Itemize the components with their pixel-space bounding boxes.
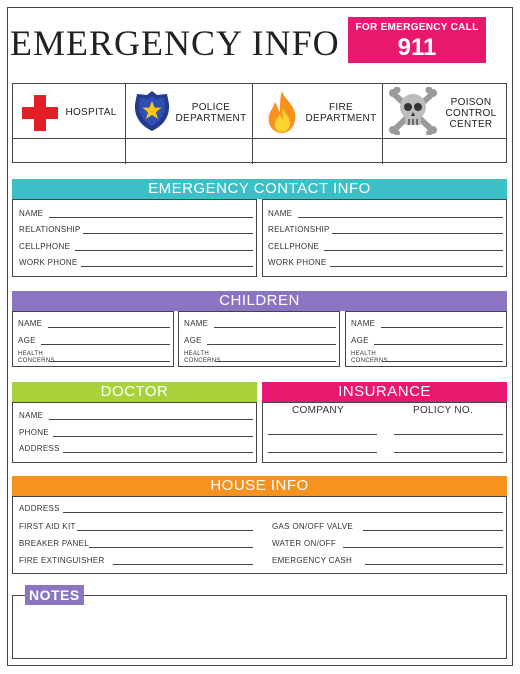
- fire-icon: [263, 89, 301, 135]
- child-age-line[interactable]: [41, 344, 170, 345]
- field-label: ADDRESS: [19, 444, 60, 453]
- service-fire: [253, 84, 383, 138]
- company-column-header: COMPANY: [292, 405, 344, 416]
- police-write-in[interactable]: [126, 139, 253, 164]
- section-header: EMERGENCY CONTACT INFO: [12, 179, 507, 199]
- service-poison-control: [383, 84, 508, 138]
- field-label: GAS ON/OFF VALVE: [272, 522, 353, 531]
- section-header: DOCTOR: [12, 382, 257, 402]
- house-address-line[interactable]: [63, 512, 503, 513]
- field-label: NAME: [268, 209, 293, 218]
- insurance-section: [262, 382, 507, 463]
- section-header: INSURANCE: [262, 382, 507, 402]
- emergency-call-badge: [348, 17, 486, 63]
- service-label: HOSPITAL: [65, 107, 117, 118]
- field-label: NAME: [19, 209, 44, 218]
- name-line[interactable]: [49, 217, 253, 218]
- child-name-line[interactable]: [381, 327, 503, 328]
- emergency-call-label: FOR EMERGENCY CALL: [355, 22, 479, 33]
- emergency-number: 911: [397, 34, 437, 61]
- service-label: POLICE DEPARTMENT: [175, 102, 247, 124]
- service-label: POISON CONTROL CENTER: [445, 97, 497, 130]
- relationship-line[interactable]: [332, 233, 503, 234]
- doctor-phone-line[interactable]: [53, 436, 253, 437]
- child-health-line[interactable]: [215, 361, 336, 362]
- child-health-line[interactable]: [382, 361, 503, 362]
- notes-label: NOTES: [25, 585, 84, 605]
- field-label: AGE: [184, 336, 202, 345]
- doctor-section: [12, 382, 257, 463]
- child-health-line[interactable]: [49, 361, 170, 362]
- fire-write-in[interactable]: [253, 139, 383, 164]
- hospital-write-in[interactable]: [13, 139, 126, 164]
- work-phone-line[interactable]: [81, 266, 253, 267]
- insurance-card: [262, 402, 507, 463]
- cellphone-line[interactable]: [75, 250, 253, 251]
- name-line[interactable]: [298, 217, 503, 218]
- company-line-1[interactable]: [268, 434, 377, 435]
- child-age-line[interactable]: [374, 344, 503, 345]
- service-hospital: [13, 84, 126, 138]
- doctor-card: [12, 402, 257, 463]
- field-label: BREAKER PANEL: [19, 539, 89, 548]
- field-label: WORK PHONE: [19, 258, 78, 267]
- field-label: CELLPHONE: [19, 242, 71, 251]
- child-age-line[interactable]: [207, 344, 336, 345]
- services-table: [12, 83, 507, 163]
- child-card-3: [345, 311, 507, 367]
- services-write-in-row: [13, 138, 506, 163]
- skull-crossbones-icon: [389, 87, 437, 135]
- children-section: [12, 291, 507, 371]
- field-label: PHONE: [19, 428, 49, 437]
- contact-card-2: [262, 199, 507, 277]
- field-label: NAME: [19, 411, 44, 420]
- house-info-section: [12, 476, 507, 574]
- field-label: CELLPHONE: [268, 242, 320, 251]
- field-label: RELATIONSHIP: [268, 225, 330, 234]
- service-label: FIRE DEPARTMENT: [305, 102, 377, 124]
- house-card: [12, 496, 507, 574]
- work-phone-line[interactable]: [330, 266, 503, 267]
- contact-card-1: [12, 199, 257, 277]
- field-label: HEALTH CONCERNS: [351, 351, 388, 364]
- policy-line-1[interactable]: [394, 434, 503, 435]
- breaker-panel-line[interactable]: [89, 547, 253, 548]
- policy-line-2[interactable]: [394, 452, 503, 453]
- page-title: EMERGENCY INFO: [10, 23, 340, 63]
- relationship-line[interactable]: [83, 233, 253, 234]
- field-label: RELATIONSHIP: [19, 225, 81, 234]
- emergency-cash-line[interactable]: [365, 564, 503, 565]
- emergency-contact-section: [12, 179, 507, 279]
- fire-extinguisher-line[interactable]: [113, 564, 253, 565]
- police-badge-icon: [132, 90, 172, 132]
- section-header: CHILDREN: [12, 291, 507, 311]
- field-label: HEALTH CONCERNS: [18, 351, 55, 364]
- service-police: [126, 84, 253, 138]
- field-label: HEALTH CONCERNS: [184, 351, 221, 364]
- field-label: FIRE EXTINGUISHER: [19, 556, 105, 565]
- cellphone-line[interactable]: [324, 250, 503, 251]
- doctor-address-line[interactable]: [63, 452, 253, 453]
- gas-valve-line[interactable]: [363, 530, 503, 531]
- field-label: ADDRESS: [19, 504, 60, 513]
- field-label: NAME: [18, 319, 43, 328]
- water-line[interactable]: [343, 547, 503, 548]
- doctor-name-line[interactable]: [49, 419, 253, 420]
- company-line-2[interactable]: [268, 452, 377, 453]
- field-label: WATER ON/OFF: [272, 539, 337, 548]
- field-label: NAME: [351, 319, 376, 328]
- child-card-1: [12, 311, 174, 367]
- child-card-2: [178, 311, 340, 367]
- child-name-line[interactable]: [214, 327, 336, 328]
- field-label: NAME: [184, 319, 209, 328]
- notes-box[interactable]: [12, 595, 507, 659]
- field-label: FIRST AID KIT: [19, 522, 76, 531]
- child-name-line[interactable]: [48, 327, 170, 328]
- field-label: EMERGENCY CASH: [272, 556, 353, 565]
- field-label: WORK PHONE: [268, 258, 327, 267]
- field-label: AGE: [351, 336, 369, 345]
- field-label: AGE: [18, 336, 36, 345]
- red-cross-icon: [22, 95, 58, 131]
- section-header: HOUSE INFO: [12, 476, 507, 496]
- first-aid-kit-line[interactable]: [77, 530, 253, 531]
- policy-column-header: POLICY NO.: [413, 405, 474, 416]
